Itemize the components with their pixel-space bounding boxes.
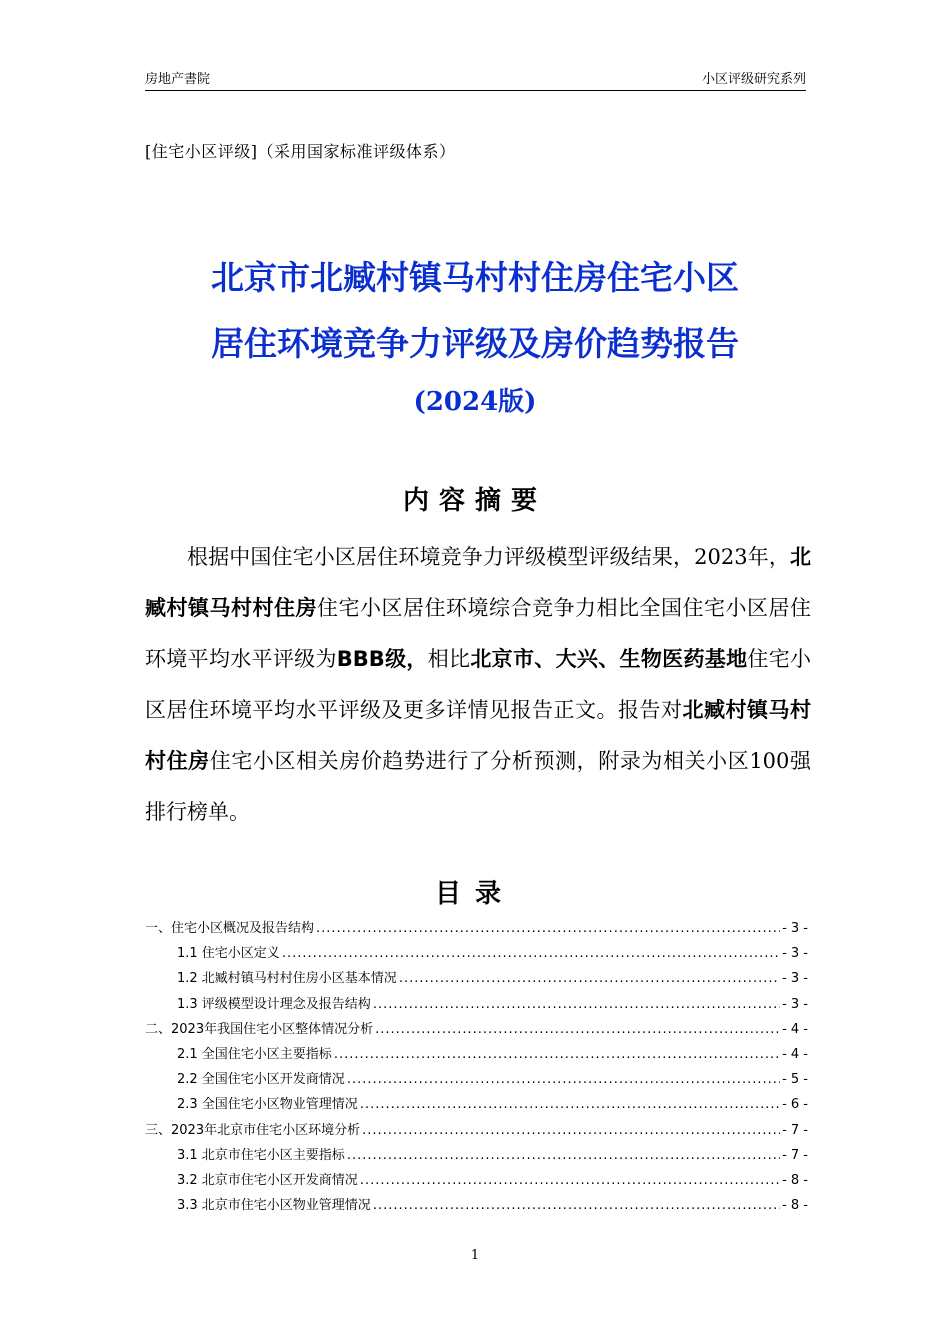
toc-entry-page: - 4 - [782, 1021, 808, 1037]
toc-entry[interactable] [145, 1171, 808, 1196]
toc-entry-label: 二、2023年我国住宅小区整体情况分析 [145, 1021, 374, 1037]
toc-leader-dots [360, 1095, 780, 1115]
toc-entry-label: 3.3 北京市住宅小区物业管理情况 [177, 1198, 371, 1214]
toc-leader-dots [347, 1070, 780, 1090]
toc-entry[interactable] [145, 1045, 808, 1070]
toc-entry[interactable] [145, 1020, 808, 1045]
toc-leader-dots [375, 1020, 780, 1040]
toc-entry-label: 2.3 全国住宅小区物业管理情况 [177, 1097, 358, 1113]
toc-entry-label: 一、住宅小区概况及报告结构 [145, 921, 315, 936]
page-header [145, 66, 806, 91]
toc-leader-dots [373, 1196, 780, 1216]
toc-leader-dots [360, 1171, 780, 1191]
header-series: 小区评级研究系列 [701, 72, 806, 87]
abstract-highlight: 北臧村镇马村村住房 [145, 545, 811, 620]
abstract-text: 住宅小区居住环境综合竞争力相比全国住宅小区居住环境平均水平评级为 [145, 596, 811, 671]
toc-entry-page: - 3 - [782, 921, 808, 936]
toc-leader-dots [399, 969, 780, 989]
abstract-highlight: 北臧村镇马村村住房 [145, 698, 811, 773]
toc-entry[interactable] [145, 1070, 808, 1095]
toc-entry[interactable] [145, 919, 808, 944]
toc-entry-page: - 3 - [782, 971, 808, 987]
toc-entry[interactable] [145, 995, 808, 1020]
toc-entry[interactable] [145, 944, 808, 969]
toc-entry[interactable] [145, 1196, 808, 1221]
toc-entry-page: - 4 - [782, 1046, 808, 1062]
toc-entry-page: - 7 - [782, 1122, 808, 1138]
report-category: [住宅小区评级]（采用国家标准评级体系） [145, 142, 456, 161]
toc-entry-page: - 8 - [782, 1172, 808, 1188]
toc-leader-dots [334, 1045, 780, 1065]
toc-entry-label: 1.3 评级模型设计理念及报告结构 [177, 996, 371, 1012]
toc-entry-label: 三、2023年北京市住宅小区环境分析 [145, 1122, 361, 1138]
abstract-text: 相比 [427, 647, 471, 671]
toc-entry[interactable] [145, 1121, 808, 1146]
report-title-line-2: 居住环境竞争力评级及房价趋势报告 [211, 324, 739, 363]
abstract-highlight: 北京市、大兴、生物医药基地 [470, 647, 748, 671]
toc-heading: 目录 [434, 879, 515, 909]
toc-entry[interactable] [145, 969, 808, 994]
toc-leader-dots [316, 919, 780, 939]
toc-entry-page: - 3 - [782, 996, 808, 1012]
toc-entry-label: 1.1 住宅小区定义 [177, 946, 280, 962]
table-of-contents [145, 919, 808, 1221]
abstract-body [145, 532, 811, 838]
abstract-heading: 内容摘要 [402, 486, 547, 516]
toc-entry[interactable] [145, 1095, 808, 1120]
report-title-line-1: 北京市北臧村镇马村村住房住宅小区 [211, 258, 739, 297]
toc-entry-page: - 7 - [782, 1147, 808, 1163]
toc-entry-page: - 5 - [782, 1072, 808, 1088]
toc-entry-page: - 3 - [782, 946, 808, 962]
toc-leader-dots [362, 1121, 780, 1141]
toc-entry-label: 3.2 北京市住宅小区开发商情况 [177, 1172, 358, 1188]
page-number: 1 [470, 1248, 480, 1263]
abstract-rating: BBB级， [336, 647, 428, 671]
toc-entry-label: 2.1 全国住宅小区主要指标 [177, 1046, 332, 1062]
abstract-paragraph [145, 532, 811, 838]
toc-entry[interactable] [145, 1146, 808, 1171]
toc-entry-label: 1.2 北臧村镇马村村住房小区基本情况 [177, 971, 397, 987]
report-edition: (2024版) [413, 387, 537, 417]
toc-leader-dots [282, 944, 780, 964]
toc-entry-label: 3.1 北京市住宅小区主要指标 [177, 1147, 345, 1163]
abstract-text: 住宅小区居住环境平均水平评级及更多详情见报告正文。报告对 [145, 647, 812, 722]
abstract-text: 根据中国住宅小区居住环境竞争力评级模型评级结果，2023年， [187, 545, 790, 569]
toc-leader-dots [373, 995, 780, 1015]
abstract-text: 住宅小区相关房价趋势进行了分析预测，附录为相关小区100强排行榜单。 [145, 749, 811, 824]
toc-entry-page: - 8 - [782, 1198, 808, 1214]
toc-entry-label: 2.2 全国住宅小区开发商情况 [177, 1072, 345, 1088]
toc-entry-page: - 6 - [782, 1097, 808, 1113]
toc-leader-dots [347, 1146, 780, 1166]
header-publisher: 房地产書院 [145, 72, 211, 87]
